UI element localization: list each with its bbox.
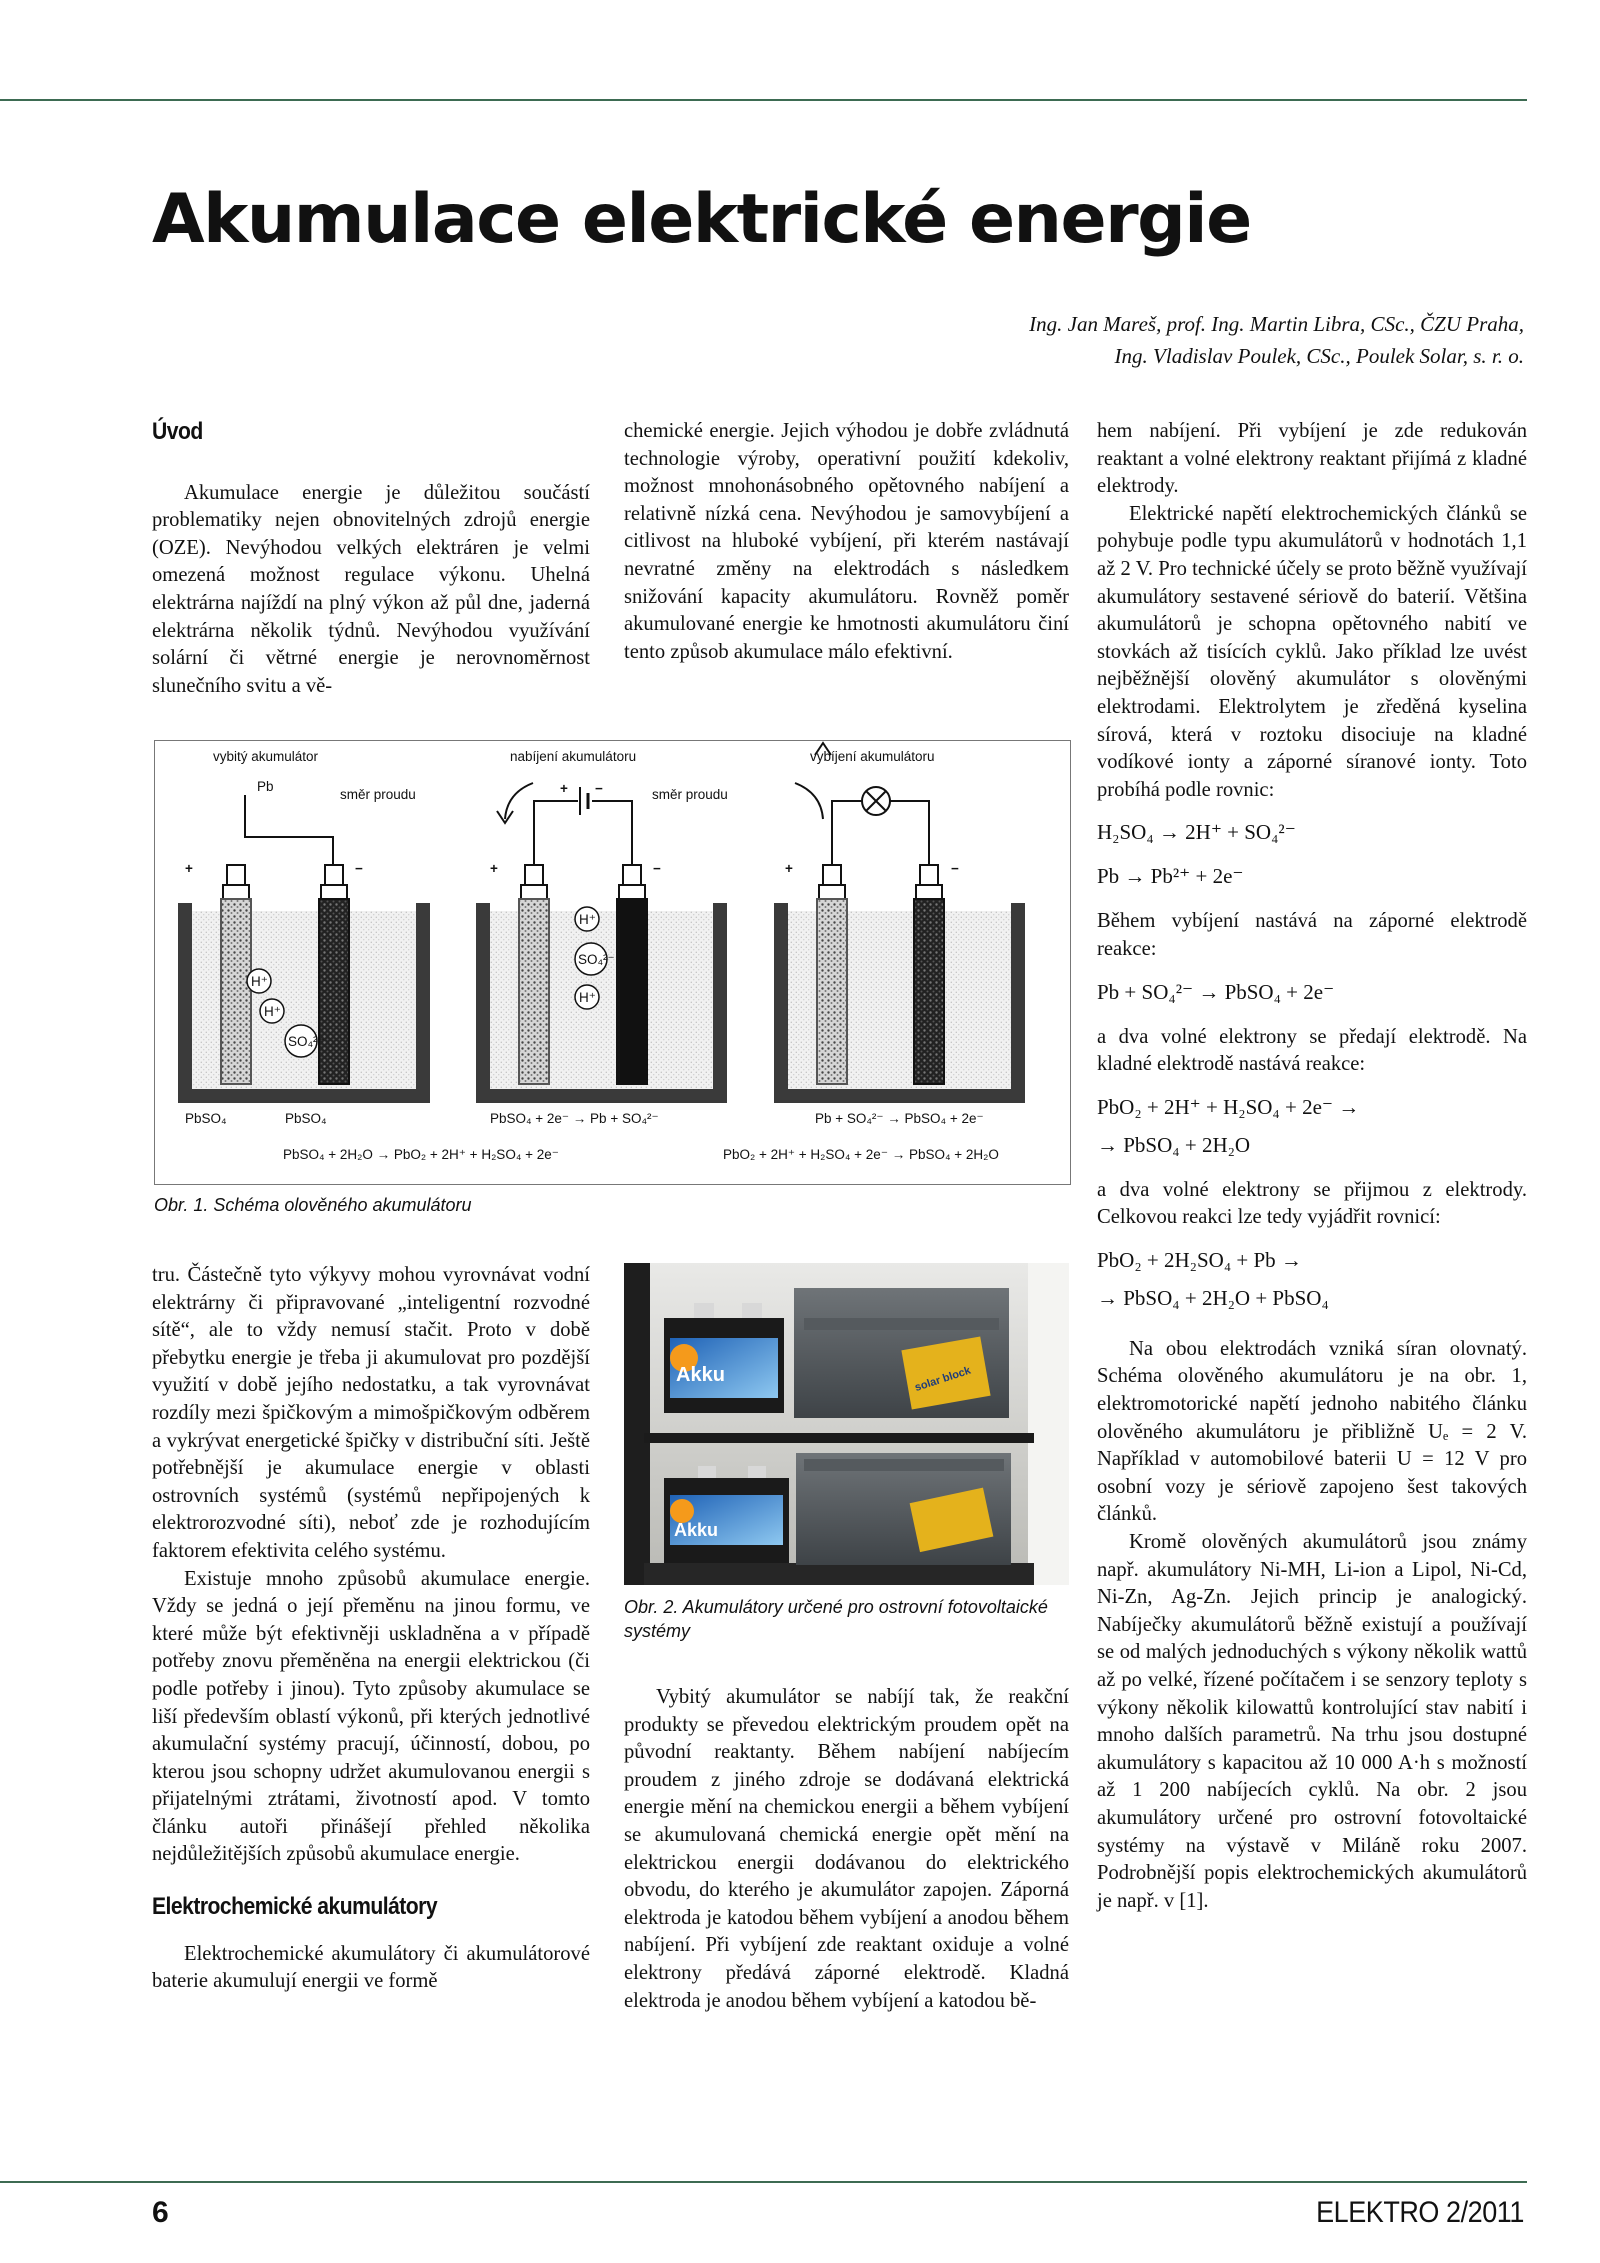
equation: Pb + SO₄²⁻ → PbSO₄ + 2e⁻	[1097, 979, 1335, 1004]
svg-text:−: −	[355, 861, 363, 876]
equation: PbO₂ + 2H⁺ + H₂SO₄ + 2e⁻ →	[1097, 1094, 1360, 1119]
article-title: Akumulace elektrické energie	[152, 180, 1251, 259]
equation-block-negative	[1097, 978, 1527, 1006]
brand-label-akku-top: Akku	[676, 1364, 725, 1386]
equation-block-positive	[1097, 1093, 1527, 1159]
label-pbso4-positive: PbSO₄	[285, 1111, 327, 1126]
section-heading-electrochemical: Elektrochemické akumulátory	[152, 1893, 438, 1921]
authors-line-2: Ing. Vladislav Poulek, CSc., Poulek Solar, s. r. o.	[1114, 344, 1524, 368]
label-eq-positive-charge: PbSO₄ + 2H₂O → PbO₂ + 2H⁺ + H₂SO₄ + 2e⁻	[283, 1147, 559, 1162]
label-pb: Pb	[257, 779, 274, 794]
cell-discharging	[781, 743, 1018, 1096]
brand-label-solar-block: solar block	[913, 1364, 973, 1394]
equation: → PbSO₄ + 2H₂O	[1097, 1132, 1251, 1157]
bottom-rule	[0, 2181, 1527, 2183]
equation-block-dissociation	[1097, 818, 1527, 890]
label-discharged: vybitý akumulátor	[213, 749, 319, 764]
svg-text:+: +	[185, 861, 193, 876]
column-1-top	[152, 418, 590, 700]
ion-h: H⁺	[579, 990, 596, 1005]
ion-h: H⁺	[264, 1004, 281, 1019]
equation: H₂SO₄ → 2H⁺ + SO₄²⁻	[1097, 820, 1296, 845]
equation: PbO₂ + 2H₂SO₄ + Pb →	[1097, 1247, 1302, 1272]
label-eq-negative-discharge: Pb + SO₄²⁻ → PbSO₄ + 2e⁻	[815, 1111, 984, 1126]
schematic-diagram	[155, 741, 1070, 1184]
paragraph: tru. Částečně tyto výkyvy mohou vyrovnávat vodní elektrárny či připravované „inteligentní rozvodné sítě“, ale to vždy nemusí stačit. Proto v době přebytku energie je třeba ji akumulovat pro pozdější využití v době jejího nedostatku, a tak vyrovnávat rozdíly mezi špičkovým a mimošpičkovým odběrem a vykrývat energetické špičky v distribuční síti. Ještě potřebnější je akumulace energie v oblasti ostrovních systémů (systémů nepřipojených k elektrorozvodné síti), neboť zde je rozhodujícím faktorem efektivita celého systému.	[152, 1264, 590, 1562]
label-discharging: vybíjení akumulátoru	[810, 749, 935, 764]
svg-text:+: +	[785, 861, 793, 876]
ion-h: H⁺	[579, 912, 596, 927]
paragraph: Elektrochemické akumulátory či akumulátorové baterie akumulují energii ve formě	[152, 1942, 590, 1993]
ion-h: H⁺	[251, 974, 268, 989]
svg-text:+: +	[490, 861, 498, 876]
battery-photo-illustration	[624, 1263, 1069, 1585]
label-current-direction-2: směr proudu	[652, 787, 728, 802]
column-3	[1097, 418, 1527, 1915]
paragraph: a dva volné elektrony se přijmou z elektrody. Celkovou reakci lze tedy vyjádřit rovnicí:	[1097, 1178, 1527, 1229]
paragraph: Kromě olověných akumulátorů jsou známy např. akumulátory Ni-MH, Li-ion a Lipol, Ni-Cd, Ni-Zn, Ag-Zn. Jejich princip je analogický. Nabíječky akumulátorů běžně existují a používají se od malých jednoduchých s výkony několik wattů až po velké, řízené počítačem i se senzory teploty s výkony několik kilowattů kontrolující stav nabití i mnoho dalších parametrů. Na trhu jsou dostupné akumulátory s kapacitou až 10 000 A·h s možností až 1 200 nabíjecích cyklů. Na obr. 2 jsou akumulátory určené pro ostrovní fotovoltaické systémy na výstavě v Miláně roku 2007. Podrobnější popis elektrochemických akumulátorů je např. v [1].	[1097, 1531, 1527, 1912]
column-1-bottom	[152, 1262, 590, 1996]
svg-text:−: −	[595, 781, 603, 796]
equation: → PbSO₄ + 2H₂O + PbSO₄	[1097, 1285, 1329, 1310]
figure-battery-photo	[624, 1263, 1069, 1585]
top-rule	[0, 99, 1527, 101]
magazine-issue: ELEKTRO 2/2011	[1316, 2196, 1524, 2229]
svg-text:−: −	[653, 861, 661, 876]
ion-so4: SO₄²⁻	[288, 1034, 325, 1049]
paragraph: chemické energie. Jejich výhodou je dobře zvládnutá technologie výroby, operativní použití kdekoliv, možnost mnohonásobného opětovného nabíjení a relativně nízká cena. Nevýhodou je samovybíjení a citlivost na hluboké vybíjení, při kterém nastávají nevratné změny na elektrodách s následkem snižování kapacity akumulátoru. Rovněž poměr akumulované energie ke hmotnosti akumulátoru činí tento způsob akumulace málo efektivní.	[624, 420, 1069, 663]
column-2-bottom	[624, 1684, 1069, 2015]
paragraph: Na obou elektrodách vzniká síran olovnatý. Schéma olověného akumulátoru je na obr. 1, elektromotorické napětí jednoho nabitého článku olověného akumulátoru je přibližně Uₑ = 2 V. Například v automobilové baterii U = 12 V pro osobní vozy je sériově zapojeno šest takových článků.	[1097, 1337, 1527, 1526]
ion-so4: SO₄²⁻	[578, 952, 615, 967]
brand-label-akku-bottom: Akku	[674, 1520, 719, 1540]
cell-charging	[483, 781, 720, 1096]
paragraph: Existuje mnoho způsobů akumulace energie. Vždy se jedná o její přeměnu na jinou formu, ve které může být efektivněji uskladněna a v případě potřeby znovu přeměněna na energii elektrickou (či podle potřeby i jinou). Tyto způsoby akumulace se liší především oblastí výkonů, při kterých jednotlivé akumulační systémy pracují, účinností, dobou, po kterou jsou schopny udržet akumulovanou energii s přijatelnými ztrátami, životností apod. V tomto článku autoři přinášejí přehled několika nejdůležitějších způsobů akumulace energie.	[152, 1567, 590, 1866]
paragraph: Elektrické napětí elektrochemických článků se pohybuje podle typu akumulátorů v hodnotách 1,1 až 2 V. Pro technické účely se proto běžně využívají akumulátory sestavené sériově do baterií. Většina akumulátorů je schopna opětovného nabití ve stovkách až tisících cyklů. Jako příklad lze uvést nejběžnější olověný akumulátor s olověnými elektrodami. Elektrolytem je zředěná kyselina sírová, která v roztoku disociuje na kladné vodíkové ionty a záporné síranové ionty. Toto probíhá podle rovnic:	[1097, 502, 1527, 801]
label-eq-negative-charge: PbSO₄ + 2e⁻ → Pb + SO₄²⁻	[490, 1111, 659, 1126]
paragraph: a dva volné elektrony se předají elektrodě. Na kladné elektrodě nastává reakce:	[1097, 1025, 1527, 1076]
authors-line-1: Ing. Jan Mareš, prof. Ing. Martin Libra, CSc., ČZU Praha,	[1029, 312, 1524, 336]
figure-lead-acid-schematic	[154, 740, 1071, 1185]
section-heading-intro: Úvod	[152, 418, 203, 445]
svg-text:+: +	[560, 781, 568, 796]
label-current-direction-1: směr proudu	[340, 787, 416, 802]
svg-text:−: −	[951, 861, 959, 876]
authors	[1029, 308, 1524, 372]
cell-discharged	[185, 795, 423, 1096]
equation-block-total	[1097, 1246, 1527, 1312]
figure-2-caption: Obr. 2. Akumulátory určené pro ostrovní fotovoltaické systémy	[624, 1597, 1048, 1641]
paragraph: hem nabíjení. Při vybíjení je zde redukován reaktant a volné elektrony reaktant přijímá z kladné elektrody.	[1097, 420, 1527, 498]
column-2-top	[624, 418, 1069, 666]
label-charging: nabíjení akumulátoru	[510, 749, 637, 764]
paragraph: Vybitý akumulátor se nabíjí tak, že reakční produkty se převedou elektrickým proudem opět na původní reaktanty. Během nabíjení nabíjecím proudem z jiného zdroje se dodávaná elektrická energie mění na chemickou energii a během vybíjení se akumulovaná chemická energie opět mění na elektrickou energii dodávanou do elektrického obvodu, do kterého je akumulátor zapojen. Záporná elektroda je katodou během vybíjení a anodou během nabíjení. Při vybíjení zde reaktant oxiduje a volné elektrony předává záporné elektrodě. Kladná elektroda je anodou během vybíjení a katodou bě-	[624, 1686, 1069, 2012]
equation: Pb → Pb²⁺ + 2e⁻	[1097, 864, 1244, 889]
page-number: 6	[152, 2196, 169, 2229]
label-pbso4-negative: PbSO₄	[185, 1111, 227, 1126]
paragraph: Akumulace energie je důležitou součástí problematiky nejen obnovitelných zdrojů energie (OZE). Nevýhodou velkých elektráren je velmi omezená možnost regulace výkonu. Uhelná elektrárna najíždí na plný výkon až půl dne, jaderná elektrárna několik týdnů. Nevýhodou využívání solární či větrné energie je nerovnoměrnost slunečního svitu a vě-	[152, 481, 590, 697]
paragraph: Během vybíjení nastává na záporné elektrodě reakce:	[1097, 910, 1527, 960]
label-eq-positive-discharge: PbO₂ + 2H⁺ + H₂SO₄ + 2e⁻ → PbSO₄ + 2H₂O	[723, 1147, 999, 1162]
figure-1-caption: Obr. 1. Schéma olověného akumulátoru	[154, 1195, 472, 1215]
